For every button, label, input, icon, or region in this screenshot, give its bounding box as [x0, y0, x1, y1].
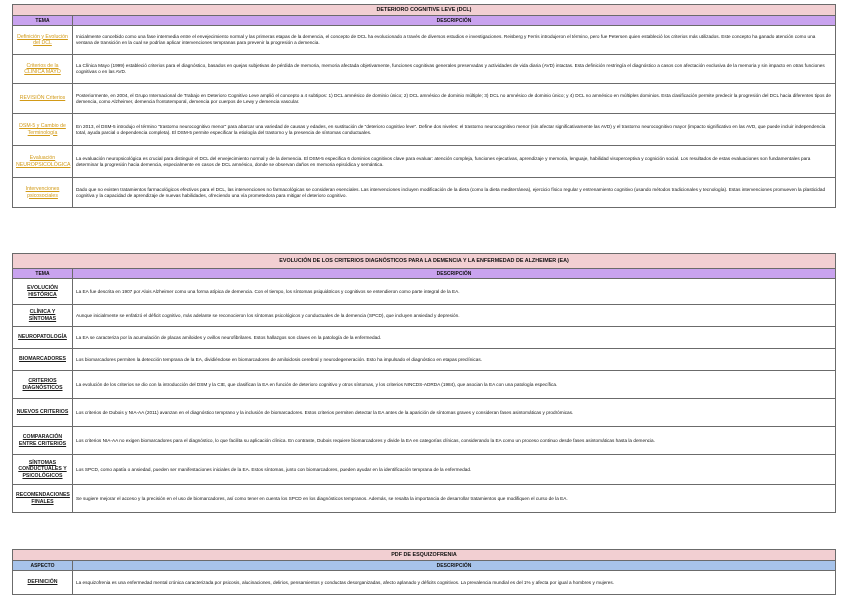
dcl-title: DETERIORO COGNITIVE LEVE (DCL) [13, 5, 836, 16]
topic-link[interactable]: COMPARACIÓN ENTRE CRITERIOS [13, 427, 73, 455]
topic-link[interactable]: BIOMARCADORES [13, 349, 73, 371]
topic-link[interactable]: Intervenciones psicosociales [13, 178, 73, 208]
description-cell: Posteriormente, en 2004, el Grupo Internacional de Trabajo en Deterioro Cognitivo Leve amplió el concepto a 4 subtipos: 1) DCL amnésico de dominio único; 2) DCL amnésico de dominio múltiple; 3) DCL no amnésico de dominio único; y 4) DCL no amnésico en múltiples dominios. Esta clasificación permite predecir la progresión del DCL hacia diferentes tipos de demencia, como Alzheimer, demencia frontotemporal, demencia por cuerpos de Lewy y demencia vascular. [73, 84, 836, 114]
ea-title: EVOLUCIÓN DE LOS CRITERIOS DIAGNÓSTICOS PARA LA DEMENCIA Y LA ENFERMEDAD DE ALZHEIMER (EA) [13, 254, 836, 269]
topic-link[interactable]: DSM-5 y Cambio de Terminología [13, 114, 73, 146]
description-cell: La esquizofrenia es una enfermedad mental crónica caracterizada por psicosis, alucinaciones, delirios, pensamientos y conductas desorganizadas, afecto aplanado y déficits cognitivos. La prevalencia mundial es del 1% y afecta por igual a hombres y mujeres. [73, 571, 836, 595]
dcl-header-description: DESCRIPCIÓN [73, 16, 836, 26]
dcl-table [12, 4, 836, 208]
description-cell: En 2013, el DSM-5 introdujo el término "trastorno neurocognitivo menor" para abarcar una variedad de causas y edades, en sustitución de "deterioro cognitivo leve". Define dos niveles: el trastorno neurocognitivo menor (sin afectar significativamente las AVD) y el trastorno neurocognitivo mayor (impacto significativo en las AVD, que puede incluir independencia total, ayuda parcial o dependencia completa). El DSM-5 permite especificar la etiología del trastorno y la presencia de síntomas conductuales. [73, 114, 836, 146]
table-row [13, 349, 836, 371]
dcl-header-topic: TEMA [13, 16, 73, 26]
description-cell: Los criterios NIA-AA no exigen biomarcadores para el diagnóstico, lo que facilita su aplicación clínica. En contraste, Dubois requiere biomarcadores y divide la EA en categorías clínicas, considerando la EA como un proceso continuo desde fases asintomáticas hasta la demencia. [73, 427, 836, 455]
description-cell: La evaluación neuropsicológica es crucial para distinguir el DCL del envejecimiento normal y de la demencia. El DSM-5 especifica 6 dominios cognitivos clave para evaluar: atención compleja, funciones ejecutivas, aprendizaje y memoria, lenguaje, habilidad visoperceptiva y cognición social. Los resultados de estas evaluaciones son fundamentales para determinar la progresión hacia demencia, especialmente en casos de DCL amnésico, donde se observan daños en memoria episódica y semántica. [73, 146, 836, 178]
topic-link[interactable]: RECOMENDACIONES FINALES [13, 485, 73, 513]
topic-link[interactable]: REVISIÓN Criterios [13, 84, 73, 114]
esq-header-aspect: ASPECTO [13, 561, 73, 571]
topic-link[interactable]: CRITERIOS DIAGNÓSTICOS [13, 371, 73, 399]
ea-table [12, 253, 836, 513]
table-row [13, 26, 836, 55]
description-cell: Los biomarcadores permiten la detección temprana de la EA, dividiéndose en biomarcadores de amiloidosis cerebral y neurodegeneración. Esto ha impulsado el diagnóstico en etapas preclínicas. [73, 349, 836, 371]
topic-link[interactable]: DEFINICIÓN [13, 571, 73, 595]
description-cell: Los SPCD, como apatía o ansiedad, pueden ser manifestaciones iniciales de la EA. Estos síntomas, junto con biomarcadores, pueden ayudar en la identificación temprana de la enfermedad. [73, 455, 836, 485]
description-cell: Inicialmente concebido como una fase intermedia entre el envejecimiento normal y las primeras etapas de la demencia, el concepto de DCL ha evolucionado a través de diversos estudios e investigaciones. Reisberg y Ferris introdujeron el término, pero fue Petersen quien estableció los criterios más utilizados. Este concepto ha ganado atención como una ventana de transición en la cual se podrían aplicar intervenciones tempranas para prevenir la progresión a demencia. [73, 26, 836, 55]
table-row [13, 84, 836, 114]
table-row [13, 485, 836, 513]
esquizofrenia-table [12, 549, 836, 595]
description-cell: Se sugiere mejorar el acceso y la precisión en el uso de biomarcadores, así como tener en cuenta los SPCD en los diagnósticos tempranos. Además, se resalta la importancia de desarrollar tratamientos que modifiquen el curso de la EA. [73, 485, 836, 513]
table-row [13, 455, 836, 485]
description-cell: Dado que no existen tratamientos farmacológicos efectivos para el DCL, las intervenciones no farmacológicas se consideran esenciales. Las intervenciones incluyen modificación de la dieta (como la dieta mediterránea), ejercicio físico regular y entrenamiento cognitivo (usando métodos tradicionales y tecnología). Estas intervenciones promueven la plasticidad cognitiva y la capacidad de aprendizaje de nuevas habilidades, ofreciendo una vía prometedora para mitigar el deterioro cognitivo. [73, 178, 836, 208]
topic-link[interactable]: Criterios de la CLÍNICA MAYO [13, 55, 73, 84]
esq-header-description: DESCRIPCIÓN [73, 561, 836, 571]
topic-link[interactable]: CLÍNICA Y SÍNTOMAS [13, 305, 73, 327]
table-row [13, 146, 836, 178]
topic-link[interactable]: Definición y Evolución del DCL [13, 26, 73, 55]
description-cell: Los criterios de Dubois y NIA-AA (2011) avanzan en el diagnóstico temprano y la inclusión de biomarcadores. Estos criterios permiten detectar la EA antes de la aparición de síntomas graves y consideran fases asintomáticas y prodrómicas. [73, 399, 836, 427]
table-row [13, 571, 836, 595]
topic-link[interactable]: Evaluación NEUROPSICOLÓGICA [13, 146, 73, 178]
topic-link[interactable]: NEUROPATOLOGÍA [13, 327, 73, 349]
table-row [13, 305, 836, 327]
table-row [13, 279, 836, 305]
table-row [13, 399, 836, 427]
description-cell: Aunque inicialmente se enfatizó el déficit cognitivo, más adelante se reconocieron los síntomas psicológicos y conductuales de la demencia (SPCD), que incluyen ansiedad y depresión. [73, 305, 836, 327]
table-row [13, 114, 836, 146]
table-row [13, 327, 836, 349]
description-cell: La Clínica Mayo (1999) estableció criterios para el diagnóstico, basados en quejas subjetivas de pérdida de memoria, memoria afectada objetivamente, funciones cognitivas generales preservadas y actividades de vida diaria (AVD) intactas. Esta definición restringía el diagnóstico a casos con afectación exclusiva de la memoria y sin impacto en otras funciones cognitivas o en las AVD. [73, 55, 836, 84]
table-row [13, 427, 836, 455]
topic-link[interactable]: NUEVOS CRITERIOS [13, 399, 73, 427]
esq-title: PDF DE ESQUIZOFRENIA [13, 550, 836, 561]
table-row [13, 55, 836, 84]
description-cell: La EA se caracteriza por la acumulación de placas amiloides y ovillos neurofibrilares. Estos hallazgos son claves en la patología de la enfermedad. [73, 327, 836, 349]
description-cell: La EA fue descrita en 1907 por Alois Alzheimer como una forma atípica de demencia. Con el tiempo, los síntomas psiquiátricos y cognitivos se entendieron como parte integral de la EA. [73, 279, 836, 305]
ea-header-topic: TEMA [13, 269, 73, 279]
table-row [13, 178, 836, 208]
ea-header-description: DESCRIPCIÓN [73, 269, 836, 279]
description-cell: La evolución de los criterios se dio con la introducción del DSM y la CIE, que clasifican la EA en función de deterioro cognitivo y otros síntomas, y los criterios NINCDS-ADRDA (1984), que asocian la EA con una patología específica. [73, 371, 836, 399]
topic-link[interactable]: EVOLUCIÓN HISTÓRICA [13, 279, 73, 305]
table-row [13, 371, 836, 399]
topic-link[interactable]: SÍNTOMAS CONDUCTUALES Y PSICOLÓGICOS [13, 455, 73, 485]
